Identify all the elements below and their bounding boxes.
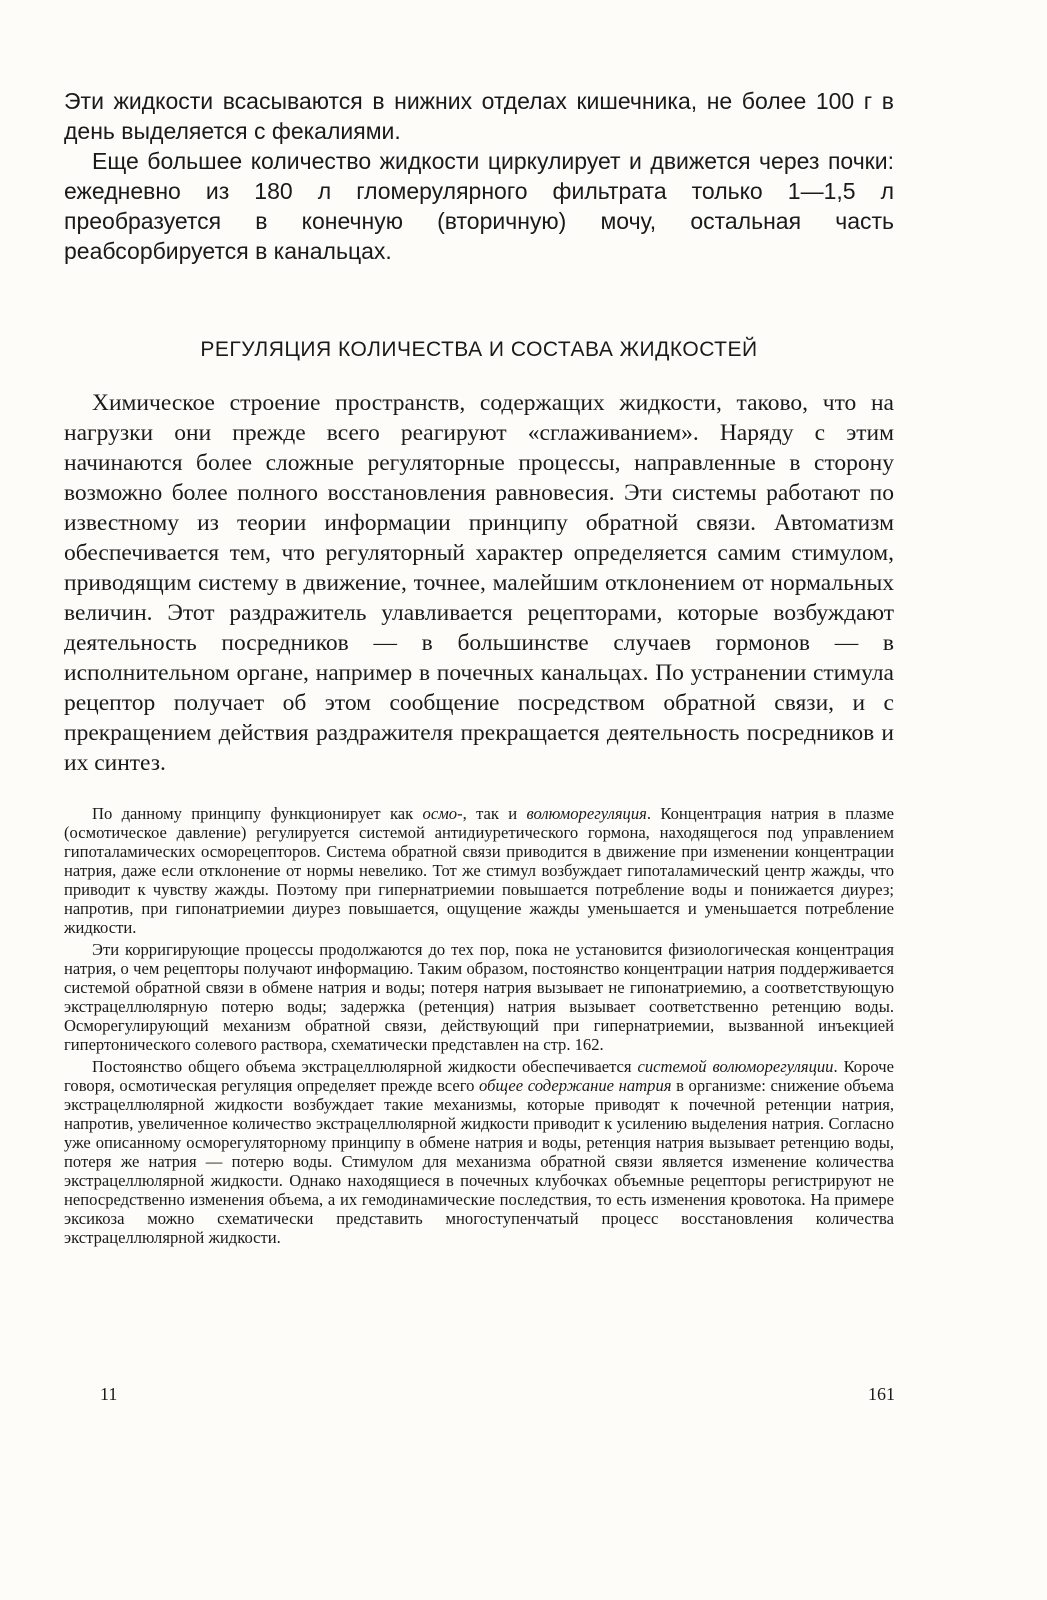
small-print-section bbox=[64, 804, 894, 1247]
intro-paragraph-2: Еще большее количество жидкости циркулирует и движется через почки: ежедневно из 180 л гломерулярного фильтрата только 1—1,5 л преобразуется в конечную (вторичную) мочу, остальная часть реабсорбируется в канальцах. bbox=[64, 148, 894, 264]
text-run: , так и bbox=[462, 804, 527, 823]
page-content bbox=[64, 86, 894, 1247]
main-section bbox=[64, 388, 894, 778]
italic-term: волюморегуляция bbox=[526, 804, 647, 823]
text-run: . Короче говоря, осмотическая регуляция определяет прежде всего bbox=[64, 1057, 894, 1095]
text-run: в организме: снижение объема экстрацеллюлярной жидкости возбуждает такие механизмы, которые приводят к почечной ретенции натрия, напротив, увеличенное количество экстрацеллюлярной жидкости приводит к усилению выделения натрия. Согласно уже описанному осморегуляторному принципу в обмене натрия и воды, ретенция натрия вызывает ретенцию воды, потеря же натрия — потерю воды. Стимулом для механизма обратной связи является изменение количества экстрацеллюлярной жидкости. Однако находящиеся в почечных клубочках объемные рецепторы регистрируют не непосредственно изменения объема, а их гемодинамические последствия, то есть изменения кровотока. На примере эксикоза можно схематически представить многоступенчатый процесс восстановления количества экстрацеллюлярной жидкости. bbox=[64, 1076, 894, 1247]
page-number: 161 bbox=[868, 1384, 895, 1404]
text-run: Постоянство общего объема экстрацеллюлярной жидкости обеспечивается bbox=[92, 1057, 638, 1076]
text-run: . Концентрация натрия в плазме (осмотическое давление) регулируется системой антидиуретического гормона, находящегося под управлением гипоталамических осморецепторов. Система обратной связи приводится в движение при изменении концентрации натрия, даже если отклонение от нормы невелико. Тот же стимул возбуждает гипоталамический центр жажды, что приводит к чувству жажды. Поэтому при гипернатриемии повышается потребление воды и понижается диурез; напротив, при гипонатриемии диурез повышается, ощущение жажды уменьшается и уменьшается потребление жидкости. bbox=[64, 804, 894, 937]
italic-term: осмо- bbox=[422, 804, 463, 823]
page-footer bbox=[100, 1384, 895, 1405]
small-paragraph-2: Эти корригирующие процессы продолжаются до тех пор, пока не установится физиологическая концентрация натрия, о чем рецепторы получают информацию. Таким образом, постоянство концентрации натрия поддерживается системой обратной связи в обмене натрия и воды; потеря натрия вызывает не гипонатриемию, а соответствующую экстрацеллюлярную потерю воды; задержка (ретенция) натрия вызывает соответственно ретенцию воды. Осморегулирующий механизм обратной связи, действующий при гипернатриемии, вызванной инъекцией гипертонического солевого раствора, схематически представлен на стр. 162. bbox=[64, 940, 894, 1054]
italic-term: системой волюморегуляции bbox=[637, 1057, 834, 1076]
small-paragraph-1 bbox=[64, 804, 894, 937]
main-paragraph-1: Химическое строение пространств, содержащих жидкости, таково, что на нагрузки они прежде всего реагируют «сглаживанием». Наряду с этим начинаются более сложные регуляторные процессы, направленные в сторону возможно более полного восстановления равновесия. Эти системы работают по известному из теории информации принципу обратной связи. Автоматизм обеспечивается тем, что регуляторный характер определяется самим стимулом, приводящим систему в движение, точнее, малейшим отклонением от нормальных величин. Этот раздражитель улавливается рецепторами, которые возбуждают деятельность посредников — в большинстве случаев гормонов — в исполнительном органе, например в почечных канальцах. По устранении стимула рецептор получает об этом сообщение посредством обратной связи, и с прекращением действия раздражителя прекращается деятельность посредников и их синтез. bbox=[64, 390, 894, 776]
intro-section bbox=[64, 86, 894, 266]
italic-term: общее содержание натрия bbox=[479, 1076, 672, 1095]
text-run: По данному принципу функционирует как bbox=[92, 804, 423, 823]
intro-paragraph-1: Эти жидкости всасываются в нижних отделах кишечника, не более 100 г в день выделяется с фекалиями. bbox=[64, 88, 894, 144]
signature-mark: 11 bbox=[100, 1384, 118, 1404]
small-paragraph-3 bbox=[64, 1057, 894, 1247]
section-heading: РЕГУЛЯЦИЯ КОЛИЧЕСТВА И СОСТАВА ЖИДКОСТЕЙ bbox=[200, 338, 758, 361]
